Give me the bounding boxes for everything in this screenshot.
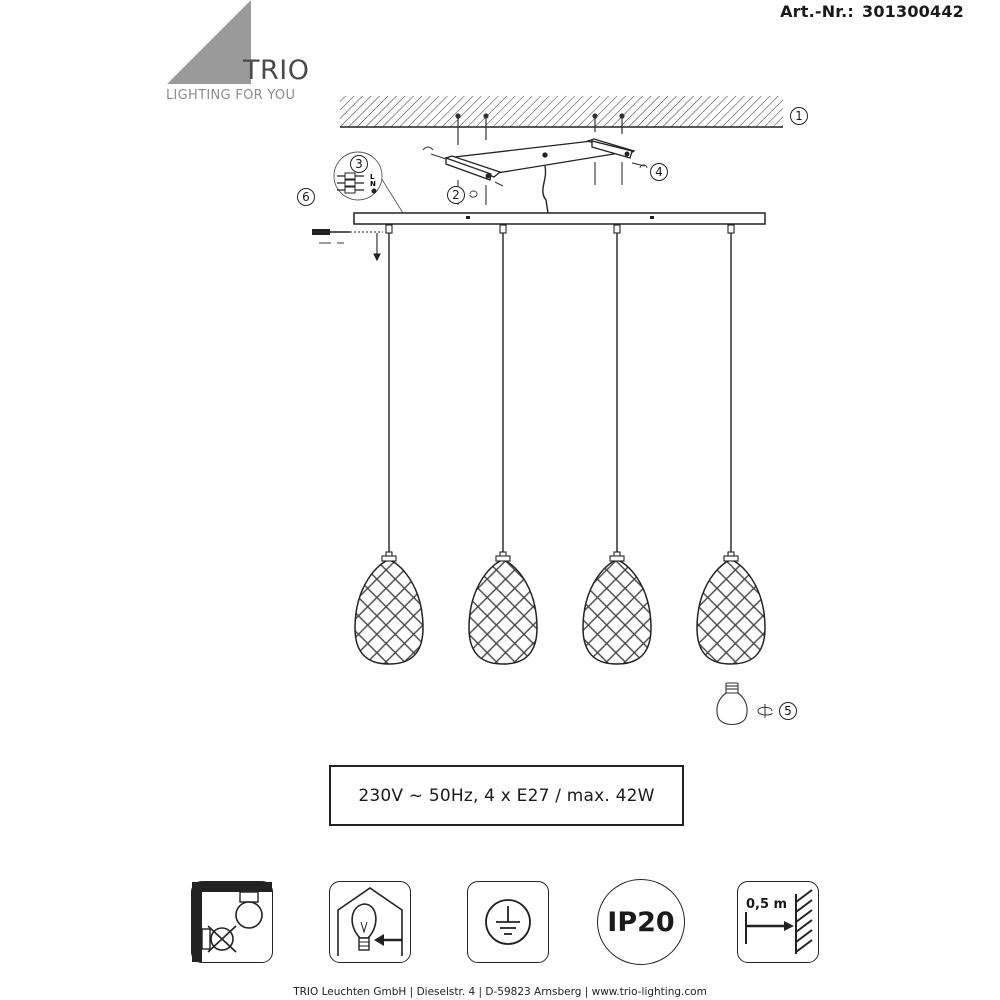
mounting-bracket — [446, 139, 634, 180]
ceiling-mount-only-icon — [192, 882, 272, 962]
ceiling — [340, 96, 783, 127]
symbol-indoor-use — [329, 881, 411, 963]
electrical-spec-box: 230V ~ 50Hz, 4 x E27 / max. 42W — [329, 765, 684, 826]
step-3-marker: 3 — [350, 155, 368, 173]
footer-city: D-59823 Arnsberg — [485, 986, 582, 998]
pendant-lamp — [355, 225, 423, 664]
wire-live-label: L — [370, 173, 375, 181]
screwdriver-icon — [312, 229, 383, 243]
brand-tagline: LIGHTING FOR YOU — [166, 88, 296, 103]
wiring-detail — [334, 152, 403, 213]
min-distance-label: 0,5 m — [746, 897, 788, 912]
symbol-ceiling-mount-only — [191, 881, 273, 963]
height-adjust-arrow-icon — [374, 233, 380, 260]
symbol-ip-rating: IP20 — [597, 879, 685, 965]
step-4-marker: 4 — [650, 163, 668, 181]
step-6-marker: 6 — [297, 188, 315, 206]
pendants — [355, 225, 765, 664]
footer-address: Dieselstr. 4 — [416, 986, 476, 998]
footer-sep-2: | — [478, 986, 483, 998]
canopy-bar — [354, 213, 765, 224]
step-2-marker: 2 — [447, 186, 465, 204]
article-number-value: 301300442 — [862, 2, 964, 21]
pendant-lamp — [469, 225, 537, 664]
brand-name: TRIO — [243, 55, 310, 86]
step-1-marker: 1 — [790, 107, 808, 125]
wire-neutral-label: N — [370, 180, 376, 188]
rotate-arrow-icon — [758, 704, 772, 718]
min-distance-arrow-icon — [738, 882, 818, 962]
earth-ground-icon — [468, 882, 548, 962]
symbol-protection-class-1 — [467, 881, 549, 963]
indoor-bulb-icon — [330, 882, 410, 962]
footer-sep-1: | — [409, 986, 414, 998]
pendant-lamp — [583, 225, 651, 664]
footer-website: www.trio-lighting.com — [591, 986, 707, 998]
supply-cable — [543, 166, 548, 213]
symbol-min-distance — [737, 881, 819, 963]
bulb-icon — [717, 683, 747, 725]
article-number-label: Art.-Nr.: — [780, 2, 854, 21]
pendant-lamp — [697, 225, 765, 664]
step-5-marker: 5 — [779, 702, 797, 720]
footer-company: TRIO Leuchten GmbH — [293, 986, 407, 998]
footer — [0, 986, 1000, 998]
footer-sep-3: | — [584, 986, 589, 998]
